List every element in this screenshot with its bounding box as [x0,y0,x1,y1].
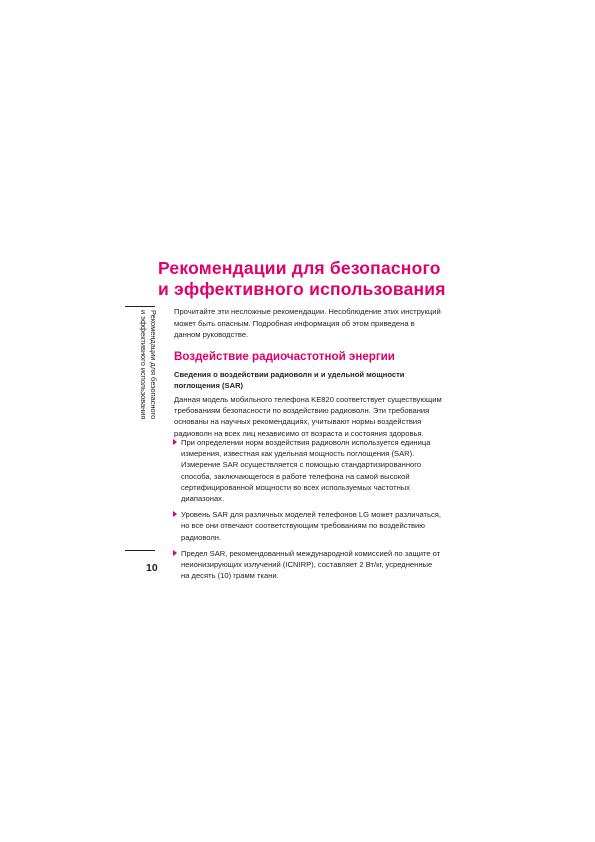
intro-paragraph: Прочитайте эти несложные рекомендации. Несоблюдение этих инструкций может быть опасным. Подробная информация об этом приведена в данном руководстве. [174,307,441,339]
page-title-line-2: и эффективного использования [158,279,446,299]
triangle-bullet-icon [173,550,177,556]
side-label-line-2: и эффективного использования [139,310,149,420]
section-heading: Воздействие радиочастотной энергии [174,350,395,363]
bullet-text: Предел SAR, рекомендованный международной комиссией по защите от неионизирующих излучений (ICNIRP), составляет 2 Вт/кг, усредненные на десять (10) грамм ткани. [181,548,441,581]
side-label [139,310,158,432]
page-title [158,258,458,300]
triangle-bullet-icon [173,511,177,517]
bullet-item [174,509,442,543]
side-divider-bottom [125,550,155,551]
bullet-text: Уровень SAR для различных моделей телефонов LG может различаться, но все они отвечают соответствующим требованиям по воздействию радиоволн. [181,510,441,542]
side-divider-top [125,306,155,307]
page-number: 10 [146,562,158,574]
triangle-bullet-icon [173,439,177,445]
body-paragraph: Данная модель мобильного телефона KE820 соответствует существующим требованиям безопасности по воздействию радиоволн. Эти требования основаны на научных рекомендациях, учитывают нормы воздействия радиоволн на всех лиц независимо от возраста и состояния здоровья. [174,395,442,438]
section-subheading: Сведения о воздействии радиоволн и и удельной мощности поглощения (SAR) [174,370,405,390]
bullet-item [174,437,442,504]
bullet-item [174,548,442,582]
page-title-line-1: Рекомендации для безопасного [158,258,441,278]
side-label-line-1: Рекомендации для безопасного [149,310,158,420]
bullet-list [174,437,442,586]
side-running-header [118,310,158,432]
bullet-text: При определении норм воздействия радиоволн используется единица измерения, известная как удельная мощность поглощения (SAR). Измерение SAR осуществляется с помощью стандартизированного способа, заключающегося в работе телефона на самой высокой сертифицированной мощности во всех используемых частотных диапазонах. [181,438,431,504]
